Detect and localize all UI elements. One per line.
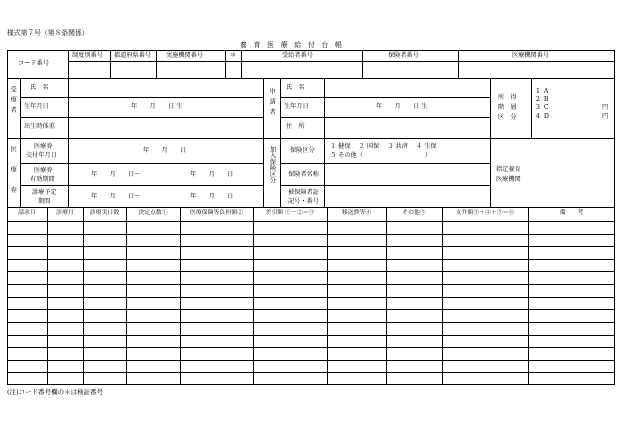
table-column-header: 支弁額③＋④＋⑤＝⑥ — [455, 210, 515, 216]
certificate-valid-label-1: 医療券 — [34, 167, 53, 174]
table-row — [7, 372, 614, 373]
table-column-header: 移送費等④ — [341, 210, 372, 216]
patient-birth-date: 年 月 日 生 — [131, 103, 183, 110]
table-row — [7, 297, 614, 298]
insured-card-label-2: 記号・番号 — [288, 198, 319, 205]
income-class-item-4: 4 D — [536, 113, 549, 120]
table-column-header: 請求月 — [18, 210, 36, 216]
insurance-type-label: 保険区分 — [290, 147, 315, 154]
certificate-issue-label-1: 医療券 — [34, 143, 53, 150]
table-row — [7, 259, 614, 260]
income-class-item-3: 3 C — [536, 104, 549, 111]
table-column-header: 決定点数① — [138, 210, 168, 216]
income-class-label-3: 区 分 — [498, 114, 517, 121]
seido-number-label: 制度別番号 — [72, 52, 103, 59]
treatment-plan-to: 年 月 日 — [190, 193, 234, 200]
certificate-section-label: 医療券 — [9, 146, 17, 207]
treatment-plan-label-1: 診療予定 — [32, 189, 57, 196]
applicant-section-label: 申請者 — [268, 88, 276, 119]
insurance-section-label: 加入保険区分 — [268, 146, 276, 184]
prefecture-number-label: 都道府県番号 — [114, 52, 152, 59]
income-class-label-2: 階 層 — [498, 104, 517, 111]
table-column-header: 診療月 — [56, 210, 74, 216]
applicant-address-label: 住 所 — [286, 123, 305, 130]
insurer-number-label: 保険者番号 — [388, 52, 419, 59]
table-column-header: 差引額 ①－②＝③ — [265, 210, 315, 216]
table-row — [7, 322, 614, 323]
insurance-type-options-2: ５ その他（ ） — [330, 152, 431, 159]
table-row — [7, 309, 614, 310]
certificate-valid-label-2: 有効期間 — [30, 176, 55, 183]
table-row — [7, 271, 614, 272]
income-class-label-1: 所 得 — [498, 94, 517, 101]
insurance-type-options-1: １ 健保 ２ 国保 ３ 共済 ４ 生保 — [330, 143, 437, 150]
check-digit-asterisk: ＊ — [230, 52, 237, 59]
certificate-issue-date: 年 月 日 — [143, 147, 187, 154]
treatment-plan-from: 年 月 日～ — [91, 193, 141, 200]
applicant-name-label: 氏 名 — [286, 84, 305, 91]
income-class-item-1: 1 A — [536, 88, 549, 95]
patient-birth-label: 生年月日 — [24, 103, 49, 110]
table-row — [7, 284, 614, 285]
treatment-plan-label-2: 期間 — [38, 198, 51, 205]
recipient-number-label: 受給者番号 — [282, 52, 313, 59]
designated-institution-label-1: 指定養育 — [496, 166, 521, 173]
footer-note: (注)コード番号欄の＊は検証番号 — [7, 388, 104, 396]
income-class-item-2: 2 B — [536, 96, 549, 103]
income-class-yen-4: 円 — [602, 113, 609, 120]
birth-weight-label: 出生時体重 — [24, 123, 55, 130]
table-column-header: その他⑤ — [402, 210, 426, 216]
table-column-header: 備 考 — [559, 210, 584, 216]
agency-number-label: 実施機関番号 — [166, 52, 204, 59]
table-row — [7, 246, 614, 247]
table-column-header: 診療実日数 — [89, 210, 120, 216]
certificate-issue-label-2: 交付年月日 — [26, 152, 57, 159]
patient-name-label: 氏 名 — [30, 84, 49, 91]
table-row — [7, 234, 614, 235]
insured-card-label-1: 被保険者証 — [288, 189, 319, 196]
form-number: 様式第７号（第８条関係） — [7, 29, 89, 37]
applicant-birth-label: 生年月日 — [284, 103, 309, 110]
income-class-yen-3: 円 — [602, 104, 609, 111]
table-row — [7, 360, 614, 361]
insurer-name-label: 保険者名称 — [288, 171, 319, 178]
table-row — [7, 347, 614, 348]
table-row — [7, 335, 614, 336]
applicant-birth-date: 年 月 日 生 — [376, 103, 428, 110]
medical-institution-number-label: 医療機関番号 — [512, 52, 550, 59]
code-number-label: コード番号 — [18, 60, 49, 67]
designated-institution-label-2: 医療機関 — [496, 176, 521, 183]
patient-section-label: 受療者 — [9, 86, 17, 117]
certificate-valid-from: 年 月 日～ — [91, 171, 141, 178]
certificate-valid-to: 年 月 日 — [190, 171, 234, 178]
document-title: 養 育 医 療 給 付 台 帳 — [240, 41, 342, 49]
table-column-header: 医療保険等負担額② — [189, 210, 243, 216]
